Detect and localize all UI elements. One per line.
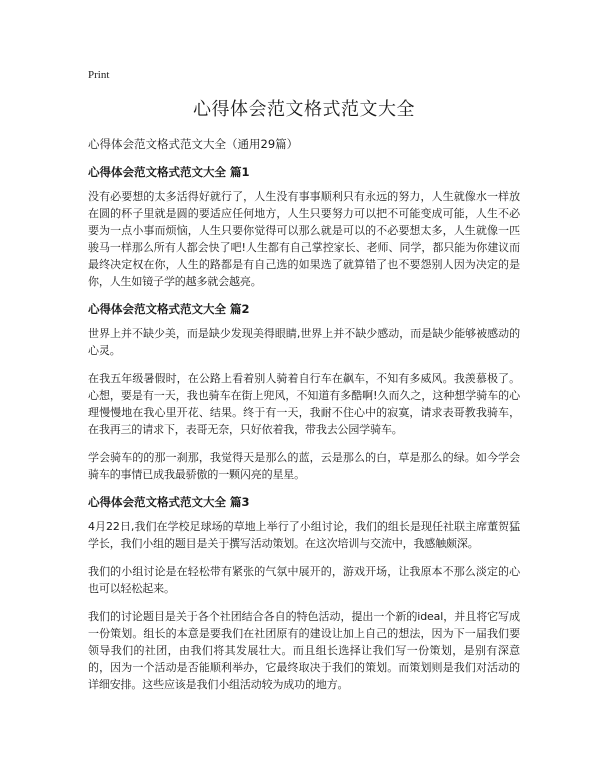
paragraph: 没有必要想的太多活得好就行了，人生没有事事顺利只有永远的努力，人生就像水一样放在圆的杯子里就是圆的要适应任何地方，人生只要努力可以把不可能变成可能，人生不必要为一点小事而烦恼，人生只要你觉得可以那么就是可以的不必要想太多，人生就像一匹骏马一样那么所有人都会快了吧!人生都有自己掌控家长、老师、同学，都只能为你建议而最终决定权在你，人生的路都是有自己选的如果选了就算错了也不要怨别人因为决定的是你，人生如镜子学的越多就会越亮。 [88, 190, 520, 288]
section-3 [88, 494, 520, 693]
document-title: 心得体会范文格式范文大全 [193, 99, 415, 120]
section-heading: 心得体会范文格式范文大全 篇3 [88, 495, 250, 509]
paragraph: 我们的小组讨论是在轻松带有紧张的气氛中展开的，游戏开场，让我原本不那么淡定的心也可以轻松起来。 [88, 565, 520, 595]
section-heading: 心得体会范文格式范文大全 篇2 [88, 302, 250, 316]
section-heading: 心得体会范文格式范文大全 篇1 [88, 165, 250, 179]
paragraph: 4月22日,我们在学校足球场的草地上举行了小组讨论，我们的组长是现任社联主席董贺猛学长，我们小组的题目是关于撰写活动策划。在这次培训与交流中，我感触颇深。 [88, 520, 520, 550]
document-subtitle: 心得体会范文格式范文大全（通用29篇） [88, 137, 299, 151]
paragraph: 学会骑车的的那一刹那，我觉得天是那么的蓝，云是那么的白，草是那么的绿。如今学会骑车的事情已成我最骄傲的一颗闪亮的星星。 [88, 451, 520, 481]
print-label: Print [88, 69, 110, 81]
paragraph: 在我五年级暑假时，在公路上看着别人骑着自行车在飙车，不知有多威风。我羡慕极了。心想，要是有一天，我也骑车在街上兜风，不知道有多酷啊!久而久之，这种想学骑车的心理慢慢地在我心里开花、结果。终于有一天，我耐不住心中的寂寞，请求表哥教我骑车，在我再三的请求下，表哥无奈，只好依着我，带我去公园学骑车。 [88, 372, 520, 436]
section-1 [88, 164, 520, 290]
section-2 [88, 301, 520, 483]
paragraph: 我们的讨论题目是关于各个社团结合各自的特色活动，提出一个新的ideal，并且将它写成一份策划。组长的本意是要我们在社团原有的建设让加上自己的想法，因为下一届我们要领导我们的社团，由我们将其发展壮大。而且组长选择让我们写一份策划，是别有深意的，因为一个活动是否能顺利举办，它最终取决于我们的策划。而策划则是我们对活动的详细安排。这些应该是我们小组活动较为成功的地方。 [88, 610, 520, 691]
document-page [88, 68, 520, 704]
paragraph: 世界上并不缺少美，而是缺少发现美得眼睛,世界上并不缺少感动，而是缺少能够被感动的心灵。 [88, 327, 520, 357]
